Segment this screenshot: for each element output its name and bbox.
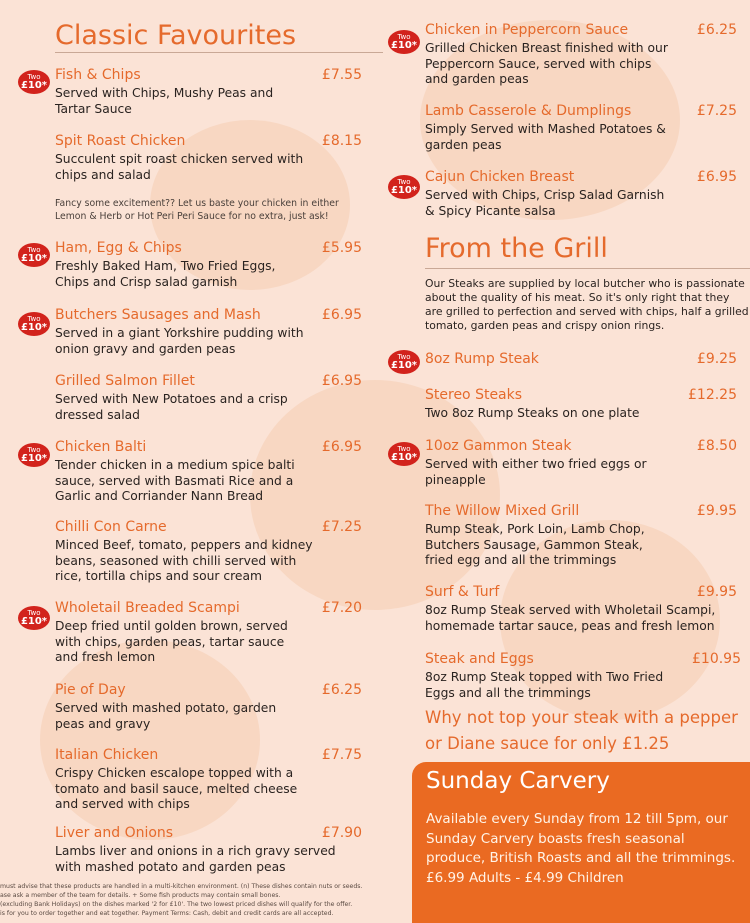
item-price: £5.95 [321,240,362,256]
item-price: £9.25 [696,351,737,367]
item-description: Served in a giant Yorkshire pudding with onion gravy and garden peas [55,326,304,356]
item-price: £12.25 [688,387,737,403]
menu-item [425,503,737,569]
item-description: Simply Served with Mashed Potatoes & garden peas [425,122,666,152]
two-for-ten-badge: Two £10* [388,175,420,199]
title-rule [425,268,750,269]
footer-line: ase ask a member of the team for details. + Some fish products may contain small bones. [0,892,281,899]
menu-item [55,519,362,585]
item-name: The Willow Mixed Grill [425,503,580,519]
two-for-ten-badge: Two £10* [388,442,420,466]
item-description: 8oz Rump Steak topped with Two Fried Eggs and all the trimmings [425,670,664,700]
menu-item [425,22,737,88]
footer-terms [0,882,405,918]
item-name: Fish & Chips [55,67,141,83]
item-description: Deep fried until golden brown, served with chips, garden peas, tartar sauce and fresh lemon [55,619,288,664]
item-name: Stereo Steaks [425,387,523,403]
item-name: Italian Chicken [55,747,159,763]
item-name: Lamb Casserole & Dumplings [425,103,632,119]
item-price: £6.95 [321,373,362,389]
item-description: Succulent spit roast chicken served with chips and salad [55,152,304,182]
menu-item [55,825,362,875]
item-name: Spit Roast Chicken [55,133,186,149]
item-price: £6.25 [696,22,737,38]
item-price: £7.20 [321,600,362,616]
menu-item [425,351,737,369]
item-name: Cajun Chicken Breast [425,169,575,185]
item-price: £9.95 [696,503,737,519]
item-price: £7.55 [321,67,362,83]
from-the-grill-title: From the Grill [425,233,608,264]
two-for-ten-badge: Two £10* [18,606,50,630]
item-description: Two 8oz Rump Steaks on one plate [425,406,640,420]
item-price: £9.95 [696,584,737,600]
item-price: £6.95 [321,307,362,323]
menu-item [55,682,362,732]
carvery-text: Available every Sunday from 12 till 5pm, our Sunday Carvery boasts fresh seasonal produce, British Roasts and all the trimmings. [426,811,736,866]
item-description: Tender chicken in a medium spice balti sauce, served with Basmati Rice and a Garlic and Corriander Nann Bread [55,458,295,503]
menu-item [55,307,362,357]
item-description: Served with Chips, Mushy Peas and Tartar Sauce [55,86,274,116]
item-name: Steak and Eggs [425,651,534,667]
menu-item [425,103,737,153]
item-price: £8.15 [321,133,362,149]
item-name: 8oz Rump Steak [425,351,539,367]
two-for-ten-badge: Two £10* [18,70,50,94]
item-name: Chilli Con Carne [55,519,167,535]
menu-item [55,439,362,505]
footer-line: (excluding Bank Holidays) on the dishes marked '2 for £10'. The two lowest priced dishes will qualify for the offer. [0,901,353,908]
footer-line: must advise that these products are handled in a multi-kitchen environment. (n) These dishes contain nuts or seeds. [0,883,363,890]
item-price: £7.25 [696,103,737,119]
item-price: £7.75 [321,747,362,763]
carvery-prices: £6.99 Adults - £4.99 Children [426,869,624,886]
menu-item [425,438,737,488]
item-description: Freshly Baked Ham, Two Fried Eggs, Chips and Crisp salad garnish [55,259,276,289]
item-price: £7.90 [321,825,362,841]
item-description: Grilled Chicken Breast finished with our Peppercorn Sauce, served with chips and garden peas [425,41,668,86]
menu-item [55,600,362,666]
steak-sauce-promo: Why not top your steak with a pepper or Diane sauce for only £1.25 [425,708,738,753]
item-name: Pie of Day [55,682,126,698]
item-name: Grilled Salmon Fillet [55,373,195,389]
menu-item [425,169,737,219]
item-name: Surf & Turf [425,584,500,600]
item-name: 10oz Gammon Steak [425,438,572,454]
menu-item [55,67,362,117]
item-description: Minced Beef, tomato, peppers and kidney beans, seasoned with chilli served with rice, tortilla chips and sour cream [55,538,313,583]
item-description: Crispy Chicken escalope topped with a tomato and basil sauce, melted cheese and served with chips [55,766,298,811]
item-description: Lambs liver and onions in a rich gravy served with mashed potato and garden peas [55,844,336,874]
item-description: Served with Chips, Crisp Salad Garnish & Spicy Picante salsa [425,188,665,218]
menu-item [425,651,741,701]
item-name: Chicken Balti [55,439,147,455]
classic-favourites-title: Classic Favourites [55,20,297,51]
two-for-ten-badge: Two £10* [388,30,420,54]
item-name: Liver and Onions [55,825,174,841]
sunday-carvery-box [412,762,750,923]
grill-intro: Our Steaks are supplied by local butcher who is passionate about the quality of his meat. So it's only right that they are grilled to perfection and served with chips, half a grilled tomato, garden peas and crispy onion rings. [425,277,749,332]
title-rule [55,52,383,53]
menu-item [55,747,362,813]
item-description: Served with New Potatoes and a crisp dressed salad [55,392,288,422]
menu-item [55,133,362,183]
menu-item [55,240,362,290]
item-price: £6.25 [321,682,362,698]
item-price: £8.50 [696,438,737,454]
sunday-carvery-title: Sunday Carvery [426,768,610,794]
menu-item [55,373,362,423]
chicken-note: Fancy some excitement?? Let us baste your chicken in either Lemon & Herb or Hot Peri Peri Sauce for no extra, just ask! [55,198,339,222]
two-for-ten-badge: Two £10* [18,312,50,336]
two-for-ten-badge: Two £10* [18,243,50,267]
item-price: £6.95 [321,439,362,455]
sunday-carvery-description [426,810,746,888]
item-price: £6.95 [696,169,737,185]
menu-item [425,584,737,634]
item-description: Served with either two fried eggs or pineapple [425,457,647,487]
item-description: Rump Steak, Pork Loin, Lamb Chop, Butchers Sausage, Gammon Steak, fried egg and all the trimmings [425,522,645,567]
footer-line: is for you to order together and eat together. Payment Terms: Cash, debit and credit cards are all accepted. [0,910,334,917]
item-description: 8oz Rump Steak served with Wholetail Scampi, homemade tartar sauce, peas and fresh lemon [425,603,716,633]
item-price: £7.25 [321,519,362,535]
menu-item [425,387,737,422]
item-price: £10.95 [692,651,741,667]
item-name: Wholetail Breaded Scampi [55,600,240,616]
item-description: Served with mashed potato, garden peas and gravy [55,701,277,731]
item-name: Butchers Sausages and Mash [55,307,261,323]
two-for-ten-badge: Two £10* [388,350,420,374]
two-for-ten-badge: Two £10* [18,443,50,467]
item-name: Ham, Egg & Chips [55,240,182,256]
item-name: Chicken in Peppercorn Sauce [425,22,629,38]
